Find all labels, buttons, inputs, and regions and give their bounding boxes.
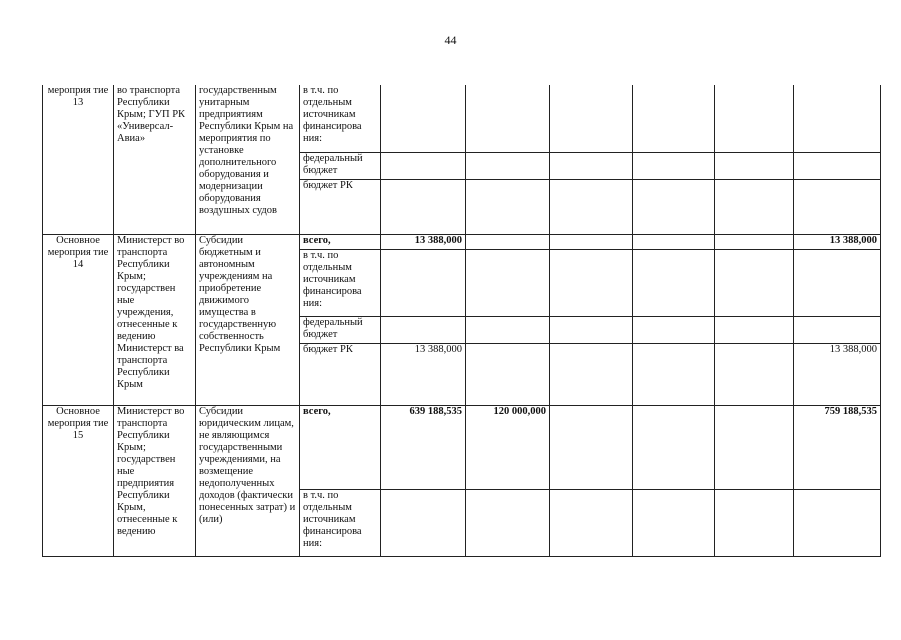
value-cell (381, 489, 466, 556)
value-cell (550, 405, 633, 489)
value-cell (633, 316, 715, 343)
value-cell (715, 249, 794, 316)
value-cell (715, 179, 794, 234)
value-cell (715, 489, 794, 556)
value-cell (381, 179, 466, 234)
value-cell (633, 343, 715, 405)
value-cell (466, 343, 550, 405)
total-value-cell: 120 000,000 (466, 405, 550, 489)
value-cell (466, 179, 550, 234)
value-cell (466, 316, 550, 343)
value-cell (466, 152, 550, 179)
description-cell: Субсидии юридическим лицам, не являющимся государственными учреждениями, на возмещение недополученных доходов (фактически понесенных затрат) и (или) (196, 405, 300, 556)
value-cell (715, 405, 794, 489)
value-cell (633, 234, 715, 249)
value-cell (381, 152, 466, 179)
source-total-cell: всего, (300, 405, 381, 489)
sum-cell: 13 388,000 (794, 343, 881, 405)
source-cell: федеральный бюджет (300, 316, 381, 343)
total-sum-cell: 13 388,000 (794, 234, 881, 249)
value-cell: 13 388,000 (381, 343, 466, 405)
source-total-cell: всего, (300, 234, 381, 249)
description-cell: Субсидии бюджетным и автономным учреждениям на приобретение движимого имущества в государственную собственность Республики Крым (196, 234, 300, 405)
value-cell (381, 249, 466, 316)
value-cell (381, 316, 466, 343)
value-cell (794, 489, 881, 556)
event-cell: мероприя тие 13 (43, 85, 114, 234)
budget-table (42, 85, 881, 557)
value-cell (633, 85, 715, 152)
value-cell (550, 152, 633, 179)
value-cell (633, 179, 715, 234)
table-row (43, 234, 881, 249)
value-cell (633, 249, 715, 316)
source-cell: бюджет РК (300, 343, 381, 405)
value-cell (633, 405, 715, 489)
source-cell: в т.ч. по отдельным источникам финансирова ния: (300, 249, 381, 316)
total-value-cell: 639 188,535 (381, 405, 466, 489)
value-cell (550, 179, 633, 234)
value-cell (550, 343, 633, 405)
value-cell (550, 316, 633, 343)
value-cell (794, 316, 881, 343)
value-cell (715, 152, 794, 179)
table-row (43, 85, 881, 152)
total-sum-cell: 759 188,535 (794, 405, 881, 489)
value-cell (633, 489, 715, 556)
value-cell (794, 249, 881, 316)
executor-cell: Министерст во транспорта Республики Крым; государствен ные предприятия Республики Крым, отнесенные к ведению (114, 405, 196, 556)
source-cell: бюджет РК (300, 179, 381, 234)
page-number: 44 (444, 33, 457, 47)
source-cell: в т.ч. по отдельным источникам финансирова ния: (300, 85, 381, 152)
value-cell (550, 234, 633, 249)
value-cell (466, 85, 550, 152)
value-cell (633, 152, 715, 179)
value-cell (466, 234, 550, 249)
table-row (43, 405, 881, 489)
executor-cell: Министерст во транспорта Республики Крым; государствен ные учреждения, отнесенные к ведению Министерст ва транспорта Республики Крым (114, 234, 196, 405)
value-cell (794, 85, 881, 152)
value-cell (715, 316, 794, 343)
value-cell (550, 85, 633, 152)
value-cell (466, 489, 550, 556)
value-cell (550, 489, 633, 556)
value-cell (466, 249, 550, 316)
value-cell (715, 234, 794, 249)
value-cell (381, 85, 466, 152)
source-cell: федеральный бюджет (300, 152, 381, 179)
value-cell (715, 343, 794, 405)
value-cell (794, 179, 881, 234)
event-cell: Основное мероприя тие 15 (43, 405, 114, 556)
total-value-cell: 13 388,000 (381, 234, 466, 249)
event-cell: Основное мероприя тие 14 (43, 234, 114, 405)
value-cell (794, 152, 881, 179)
source-cell: в т.ч. по отдельным источникам финансирова ния: (300, 489, 381, 556)
description-cell: государственным унитарным предприятиям Республики Крым на мероприятия по установке дополнительного оборудования и модернизации оборудования воздушных судов (196, 85, 300, 234)
executor-cell: во транспорта Республики Крым; ГУП РК «Универсал-Авиа» (114, 85, 196, 234)
value-cell (550, 249, 633, 316)
value-cell (715, 85, 794, 152)
